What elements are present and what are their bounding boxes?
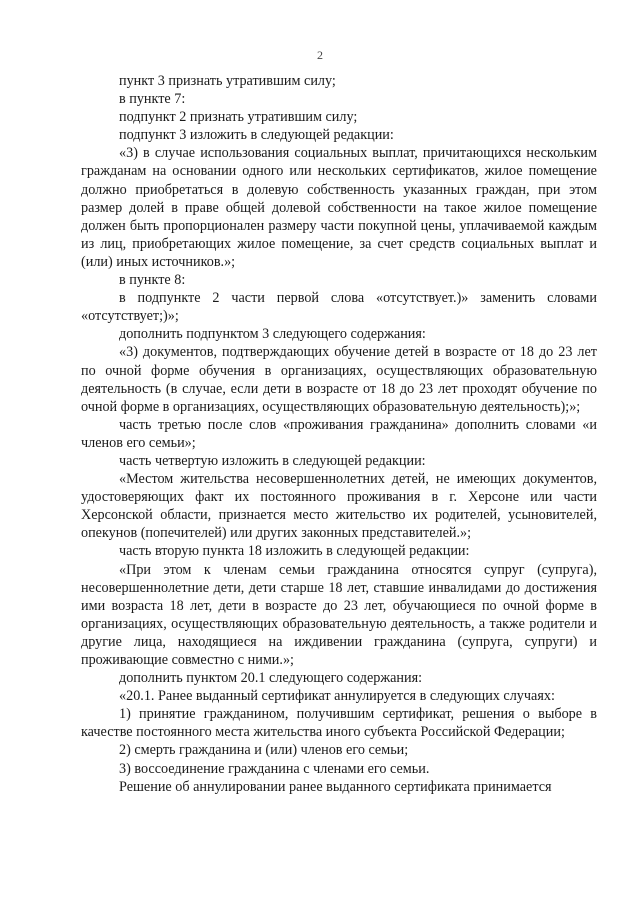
paragraph: подпункт 2 признать утратившим силу; [119, 109, 358, 126]
paragraph: в пункте 7: [119, 91, 186, 108]
paragraph: «При этом к членам семьи гражданина относятся супруг (супруга), несовершеннолетние дети, дети старше 18 лет, ставшие инвалидами до достижения ими возраста 18 лет, дети в возрасте до 23 лет, обучающиеся по очной форме в организациях, осуществляющих образовательную деятельность, а также родители и другие лица, находящиеся на иждивении гражданина (супруга, супруги) и проживающие совместно с ними.»; [81, 561, 597, 668]
paragraph: часть четвертую изложить в следующей редакции: [119, 452, 426, 469]
paragraph: часть вторую пункта 18 изложить в следующей редакции: [119, 543, 470, 560]
paragraph: «3) документов, подтверждающих обучение детей в возрасте от 18 до 23 лет по очной форме обучения в организациях, осуществляющих образовательную деятельность (в случае, если дети в возрасте от 18 до 23 лет проходят обучение по очной форме в организациях, осуществляющих образовательную деятельность);»; [81, 344, 597, 415]
paragraph: «Местом жительства несовершеннолетних детей, не имеющих документов, удостоверяющих факт их постоянного проживания в г. Херсоне или части Херсонской области, признается место жительство их родителей, усыновителей, опекунов (попечителей) или других законных представителей.»; [81, 471, 597, 542]
paragraph: Решение об аннулировании ранее выданного сертификата принимается [119, 778, 552, 795]
paragraph: пункт 3 признать утратившим силу; [119, 73, 336, 89]
paragraph: «3) в случае использования социальных выплат, причитающихся нескольким гражданам на основании одного или нескольких сертификатов, жилое помещение должно приобретаться в долевую собственность указанных граждан, при этом размер долей в праве общей долевой собственности на такое жилое помещение должен быть пропорционален размеру части покупной цены, уплачиваемой каждым из лиц, приобретающих жилое помещение, за счет средств социальных выплат и (или) иных источников.»; [81, 145, 597, 270]
paragraph: в подпункте 2 части первой слова «отсутствует.)» заменить словами «отсутствует;)»; [81, 290, 597, 325]
paragraph: в пункте 8: [119, 272, 186, 289]
paragraph: 2) смерть гражданина и (или) членов его семьи; [119, 742, 409, 759]
paragraph: подпункт 3 изложить в следующей редакции: [119, 127, 394, 144]
paragraph: часть третью после слов «проживания гражданина» дополнить словами «и членов его семьи»; [81, 416, 597, 451]
paragraph: дополнить пунктом 20.1 следующего содержания: [119, 670, 423, 687]
paragraph: дополнить подпунктом 3 следующего содержания: [119, 326, 426, 343]
paragraph: 1) принятие гражданином, получившим сертификат, решения о выборе в качестве постоянного места жительства иного субъекта Российской Федерации; [81, 706, 597, 741]
paragraph: «20.1. Ранее выданный сертификат аннулируется в следующих случаях: [119, 688, 555, 705]
document-body [81, 72, 597, 796]
page-number: 2 [317, 48, 323, 62]
paragraph: 3) воссоединение гражданина с членами его семьи. [119, 760, 430, 777]
